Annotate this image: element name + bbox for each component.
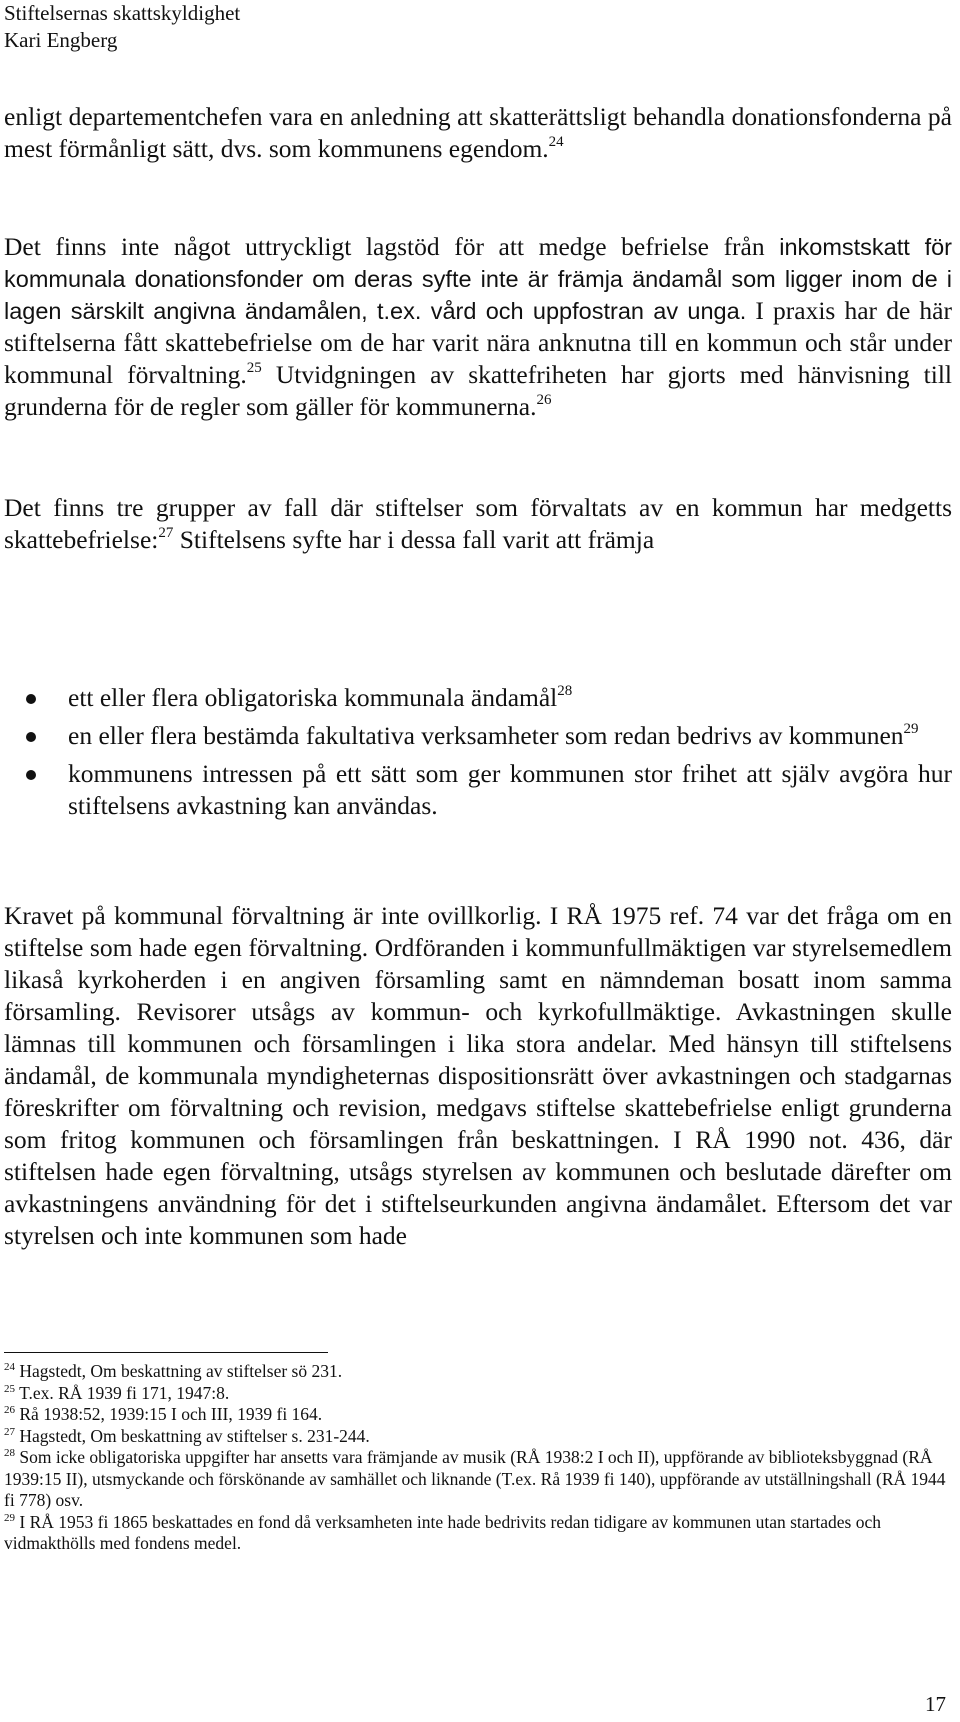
paragraph-2-serif: Det finns inte något uttryckligt lagstöd för att medge befrielse från (4, 232, 780, 261)
footnote (4, 1404, 952, 1426)
footnote-number: 28 (4, 1447, 15, 1459)
header-title: Stiftelsernas skattskyldighet (4, 1, 241, 25)
footnote-number: 27 (4, 1425, 15, 1438)
paragraph-2 (4, 231, 952, 423)
footnote-number: 26 (4, 1404, 15, 1416)
paragraph-4 (4, 900, 952, 1252)
footnote (4, 1512, 952, 1555)
bullet-text: kommunens intressen på ett sätt som ger kommunen stor frihet att själv avgöra hur stiftelsens avkastning kan användas. (68, 759, 952, 820)
bullet-dot-icon (26, 770, 36, 780)
bullet-item (4, 682, 952, 714)
footnote-number: 24 (4, 1361, 15, 1373)
footnote-text: Rå 1938:52, 1939:15 I och III, 1939 fi 164. (19, 1404, 323, 1424)
bullet-item (4, 758, 952, 822)
footnote-number: 25 (4, 1382, 15, 1395)
bullet-item (4, 720, 952, 752)
footnote-ref-26: 26 (536, 392, 552, 408)
footnote (4, 1447, 952, 1512)
paragraph-2-rest-b: Utvidgningen av skattefriheten har gjorts med hänvisning till grunderna för de regler som gäller för kommunerna. (4, 360, 952, 421)
running-header (4, 0, 240, 54)
bullet-list (4, 682, 952, 828)
footnote-text: I RÅ 1953 fi 1865 beskattades en fond då verksamheten inte hade bedrivits redan tidigare av kommunen utan startades och vidmakthölls med fondens medel. (4, 1511, 881, 1553)
footnotes (4, 1361, 952, 1555)
paragraph-3 (4, 492, 952, 556)
page-number: 17 (925, 1692, 946, 1716)
footnote-ref-25: 25 (246, 360, 262, 376)
paragraph-3-text-b: Stiftelsens syfte har i dessa fall varit att främja (173, 525, 655, 554)
paragraph-1 (4, 101, 952, 165)
paragraph-2-rest-a: I praxis har de här stiftelserna fått skattebefrielse om de har varit nära anknutna till en kommun och står under kommunal förvaltning. (4, 296, 952, 389)
footnote-ref-24: 24 (548, 134, 564, 150)
paragraph-2-sans: inkomstskatt för kommunala donationsfonder om deras syfte inte är främja ändamål som ligger inom de i lagen särskilt angivna ändamålen, t.ex. vård och uppfostran av unga. (4, 234, 952, 324)
footnote-ref-28: 28 (557, 683, 573, 699)
footnote-text: T.ex. RÅ 1939 fi 171, 1947:8. (19, 1382, 230, 1403)
paragraph-3-text-a: Det finns tre grupper av fall där stiftelser som förvaltats av en kommun har medgetts skattebefrielse: (4, 493, 952, 554)
paragraph-4-text: Kravet på kommunal förvaltning är inte ovillkorlig. I RÅ 1975 ref. 74 var det fråga om en stiftelse som hade egen förvaltning. Ordföranden i kommunfullmäktigen var styrelsemedlem likaså kyrkoherden i en angiven församling samt en nämndeman bosatt inom samma församling. Revisorer utsågs av kommun- och kyrkofullmäktige. Avkastningen skulle lämnas till kommunen och församlingen i lika stora andelar. Med hänsyn till stiftelsens ändamål, de kommunala myndigheternas dispositionsrätt över avkastningen och stadgarnas föreskrifter om förvaltning och revision, medgavs stiftelse skattebefrielse enligt grunderna som fritog kommunen och församlingen från beskattningen. I RÅ 1990 not. 436, där stiftelsen hade egen förvaltning, utsågs styrelsen av kommunen och beslutade därefter om avkastningens användning för det i stiftelseurkunden angivna ändamålet. Eftersom det var styrelsen och inte kommunen som hade (4, 901, 952, 1250)
bullet-text: ett eller flera obligatoriska kommunala ändamål (68, 683, 558, 712)
bullet-dot-icon (26, 732, 36, 742)
footnote-text: Hagstedt, Om beskattning av stiftelser sö 231. (19, 1361, 343, 1381)
footnote-ref-27: 27 (158, 525, 174, 541)
header-author: Kari Engberg (4, 28, 118, 52)
paragraph-1-text: enligt departementchefen vara en anledning att skatterättsligt behandla donationsfonderna på mest förmånligt sätt, dvs. som kommunens egendom. (4, 102, 952, 163)
footnote-text: Hagstedt, Om beskattning av stiftelser s. 231-244. (19, 1425, 370, 1446)
footnote-ref-29: 29 (903, 721, 919, 737)
footnote-number: 29 (4, 1511, 15, 1524)
footnote (4, 1361, 952, 1383)
footnote-text: Som icke obligatoriska uppgifter har ansetts vara främjande av musik (RÅ 1938:2 I och II), uppförande av biblioteksbyggnad (RÅ 1939:15 II), utsmyckande och förskönande av samhället och liknande (T.ex. Rå 1939 fi 140), uppförande av utställningshall (RÅ 1944 fi 778) osv. (4, 1447, 946, 1510)
bullet-text: en eller flera bestämda fakultativa verksamheter som redan bedrivs av kommunen (68, 721, 904, 750)
footnote (4, 1383, 952, 1405)
footnote (4, 1426, 952, 1448)
footnote-divider (4, 1352, 328, 1353)
bullet-dot-icon (26, 694, 36, 704)
